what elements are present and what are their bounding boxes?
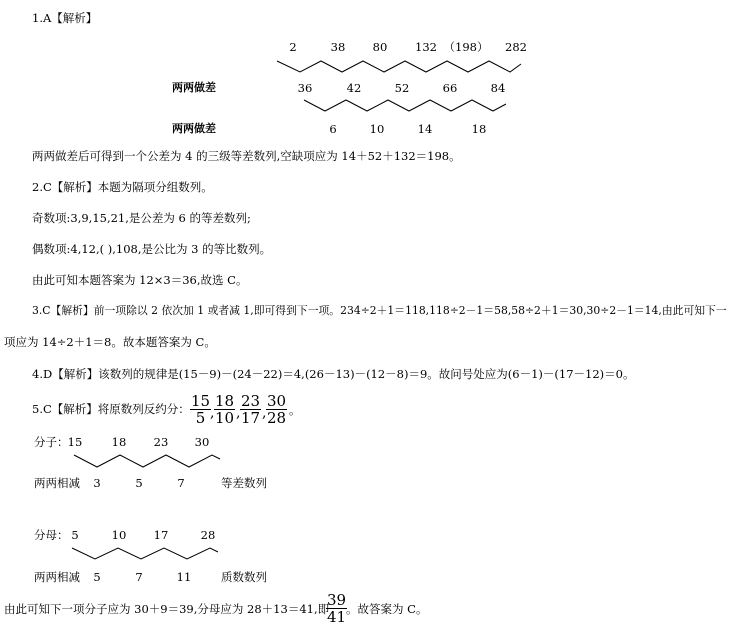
num-diff-note: 等差数列 xyxy=(221,476,267,490)
q1-row1-value: 38 xyxy=(330,40,346,54)
q5-heading: 5.C【解析】将原数列反约分： xyxy=(32,402,190,416)
q1-row1-value: （198） xyxy=(443,40,489,54)
comma: , xyxy=(236,405,241,421)
q5-conclusion-prefix: 由此可知下一项分子应为 30＋9＝39,分母应为 28＋13＝41,即 xyxy=(4,602,330,616)
q1-heading: 1.A【解析】 xyxy=(32,11,98,25)
fraction-denominator: 5 xyxy=(190,409,211,426)
q1-row3-value: 18 xyxy=(471,122,487,136)
numerator-value: 18 xyxy=(111,435,127,449)
q1-row3-value: 6 xyxy=(329,122,337,136)
q1-row2-value: 36 xyxy=(297,81,313,95)
comma: , xyxy=(262,405,267,421)
fraction-numerator: 30 xyxy=(267,392,287,410)
q1-diff-label-2: 两两做差 xyxy=(172,122,216,135)
fraction-denominator: 10 xyxy=(215,409,235,427)
q1-conclusion: 两两做差后可得到一个公差为 4 的三级等差数列,空缺项应为 14＋52＋132＝198。 xyxy=(32,149,461,163)
q3-line1: 3.C【解析】前一项除以 2 依次加 1 或者减 1,即可得到下一项。234÷2＋1＝118,118÷2－1＝58,58÷2＋1＝30,30÷2－1＝14,由此可知下一 xyxy=(32,304,727,317)
fraction-numerator: 23 xyxy=(241,392,261,410)
q5-conclusion-suffix: 。故答案为 C。 xyxy=(346,602,428,616)
comma: , xyxy=(210,405,215,421)
answer-fraction-denominator: 41 xyxy=(327,608,347,626)
den-diff-value: 11 xyxy=(176,570,192,584)
num-diff-value: 7 xyxy=(177,476,185,490)
den-diff-label: 两两相减 xyxy=(34,570,80,584)
num-diff-value: 3 xyxy=(93,476,101,490)
answer-fraction-numerator: 39 xyxy=(327,591,347,609)
q1-diff-label-1: 两两做差 xyxy=(172,81,216,94)
numerator-value: 15 xyxy=(67,435,83,449)
fraction-numerator: 15 xyxy=(191,392,211,410)
fraction-denominator: 17 xyxy=(241,409,261,427)
den-diff-value: 7 xyxy=(135,570,143,584)
numerator-label: 分子： xyxy=(34,435,69,449)
numerator-value: 23 xyxy=(153,435,169,449)
q1-row2-value: 84 xyxy=(490,81,506,95)
den-diff-note: 质数数列 xyxy=(221,570,267,584)
denominator-value: 28 xyxy=(200,528,216,542)
denominator-label: 分母： xyxy=(34,528,69,542)
q1-row1-value: 132 xyxy=(415,40,437,54)
fraction-end-punct: 。 xyxy=(289,403,301,417)
q2-heading: 2.C【解析】本题为隔项分组数列。 xyxy=(32,180,213,194)
q2-even-terms: 偶数项:4,12,( ),108,是公比为 3 的等比数列。 xyxy=(32,242,272,256)
q1-row3-value: 14 xyxy=(417,122,433,136)
q2-conclusion: 由此可知本题答案为 12×3＝36,故选 C。 xyxy=(32,273,248,287)
den-diff-value: 5 xyxy=(93,570,101,584)
q1-row2-value: 42 xyxy=(346,81,362,95)
fraction-numerator: 18 xyxy=(215,392,235,410)
denominator-value: 17 xyxy=(153,528,169,542)
q1-row2-value: 66 xyxy=(442,81,458,95)
denominator-value: 10 xyxy=(111,528,127,542)
numerator-value: 30 xyxy=(194,435,210,449)
q2-odd-terms: 奇数项:3,9,15,21,是公差为 6 的等差数列; xyxy=(32,211,251,225)
q1-row1-value: 282 xyxy=(505,40,527,54)
answer-fraction xyxy=(326,592,347,625)
q3-line2: 项应为 14÷2＋1＝8。故本题答案为 C。 xyxy=(4,335,216,349)
q1-row3-value: 10 xyxy=(369,122,385,136)
denominator-value: 5 xyxy=(71,528,79,542)
q1-row1-value: 2 xyxy=(289,40,297,54)
q4-line: 4.D【解析】该数列的规律是(15－9)－(24－22)＝4,(26－13)－(12－8)＝9。故问号处应为(6－1)－(17－12)＝0。 xyxy=(32,367,635,381)
num-diff-value: 5 xyxy=(135,476,143,490)
q1-row1-value: 80 xyxy=(372,40,388,54)
q1-row2-value: 52 xyxy=(394,81,410,95)
num-diff-label: 两两相减 xyxy=(34,476,80,490)
fraction-denominator: 28 xyxy=(267,409,287,427)
